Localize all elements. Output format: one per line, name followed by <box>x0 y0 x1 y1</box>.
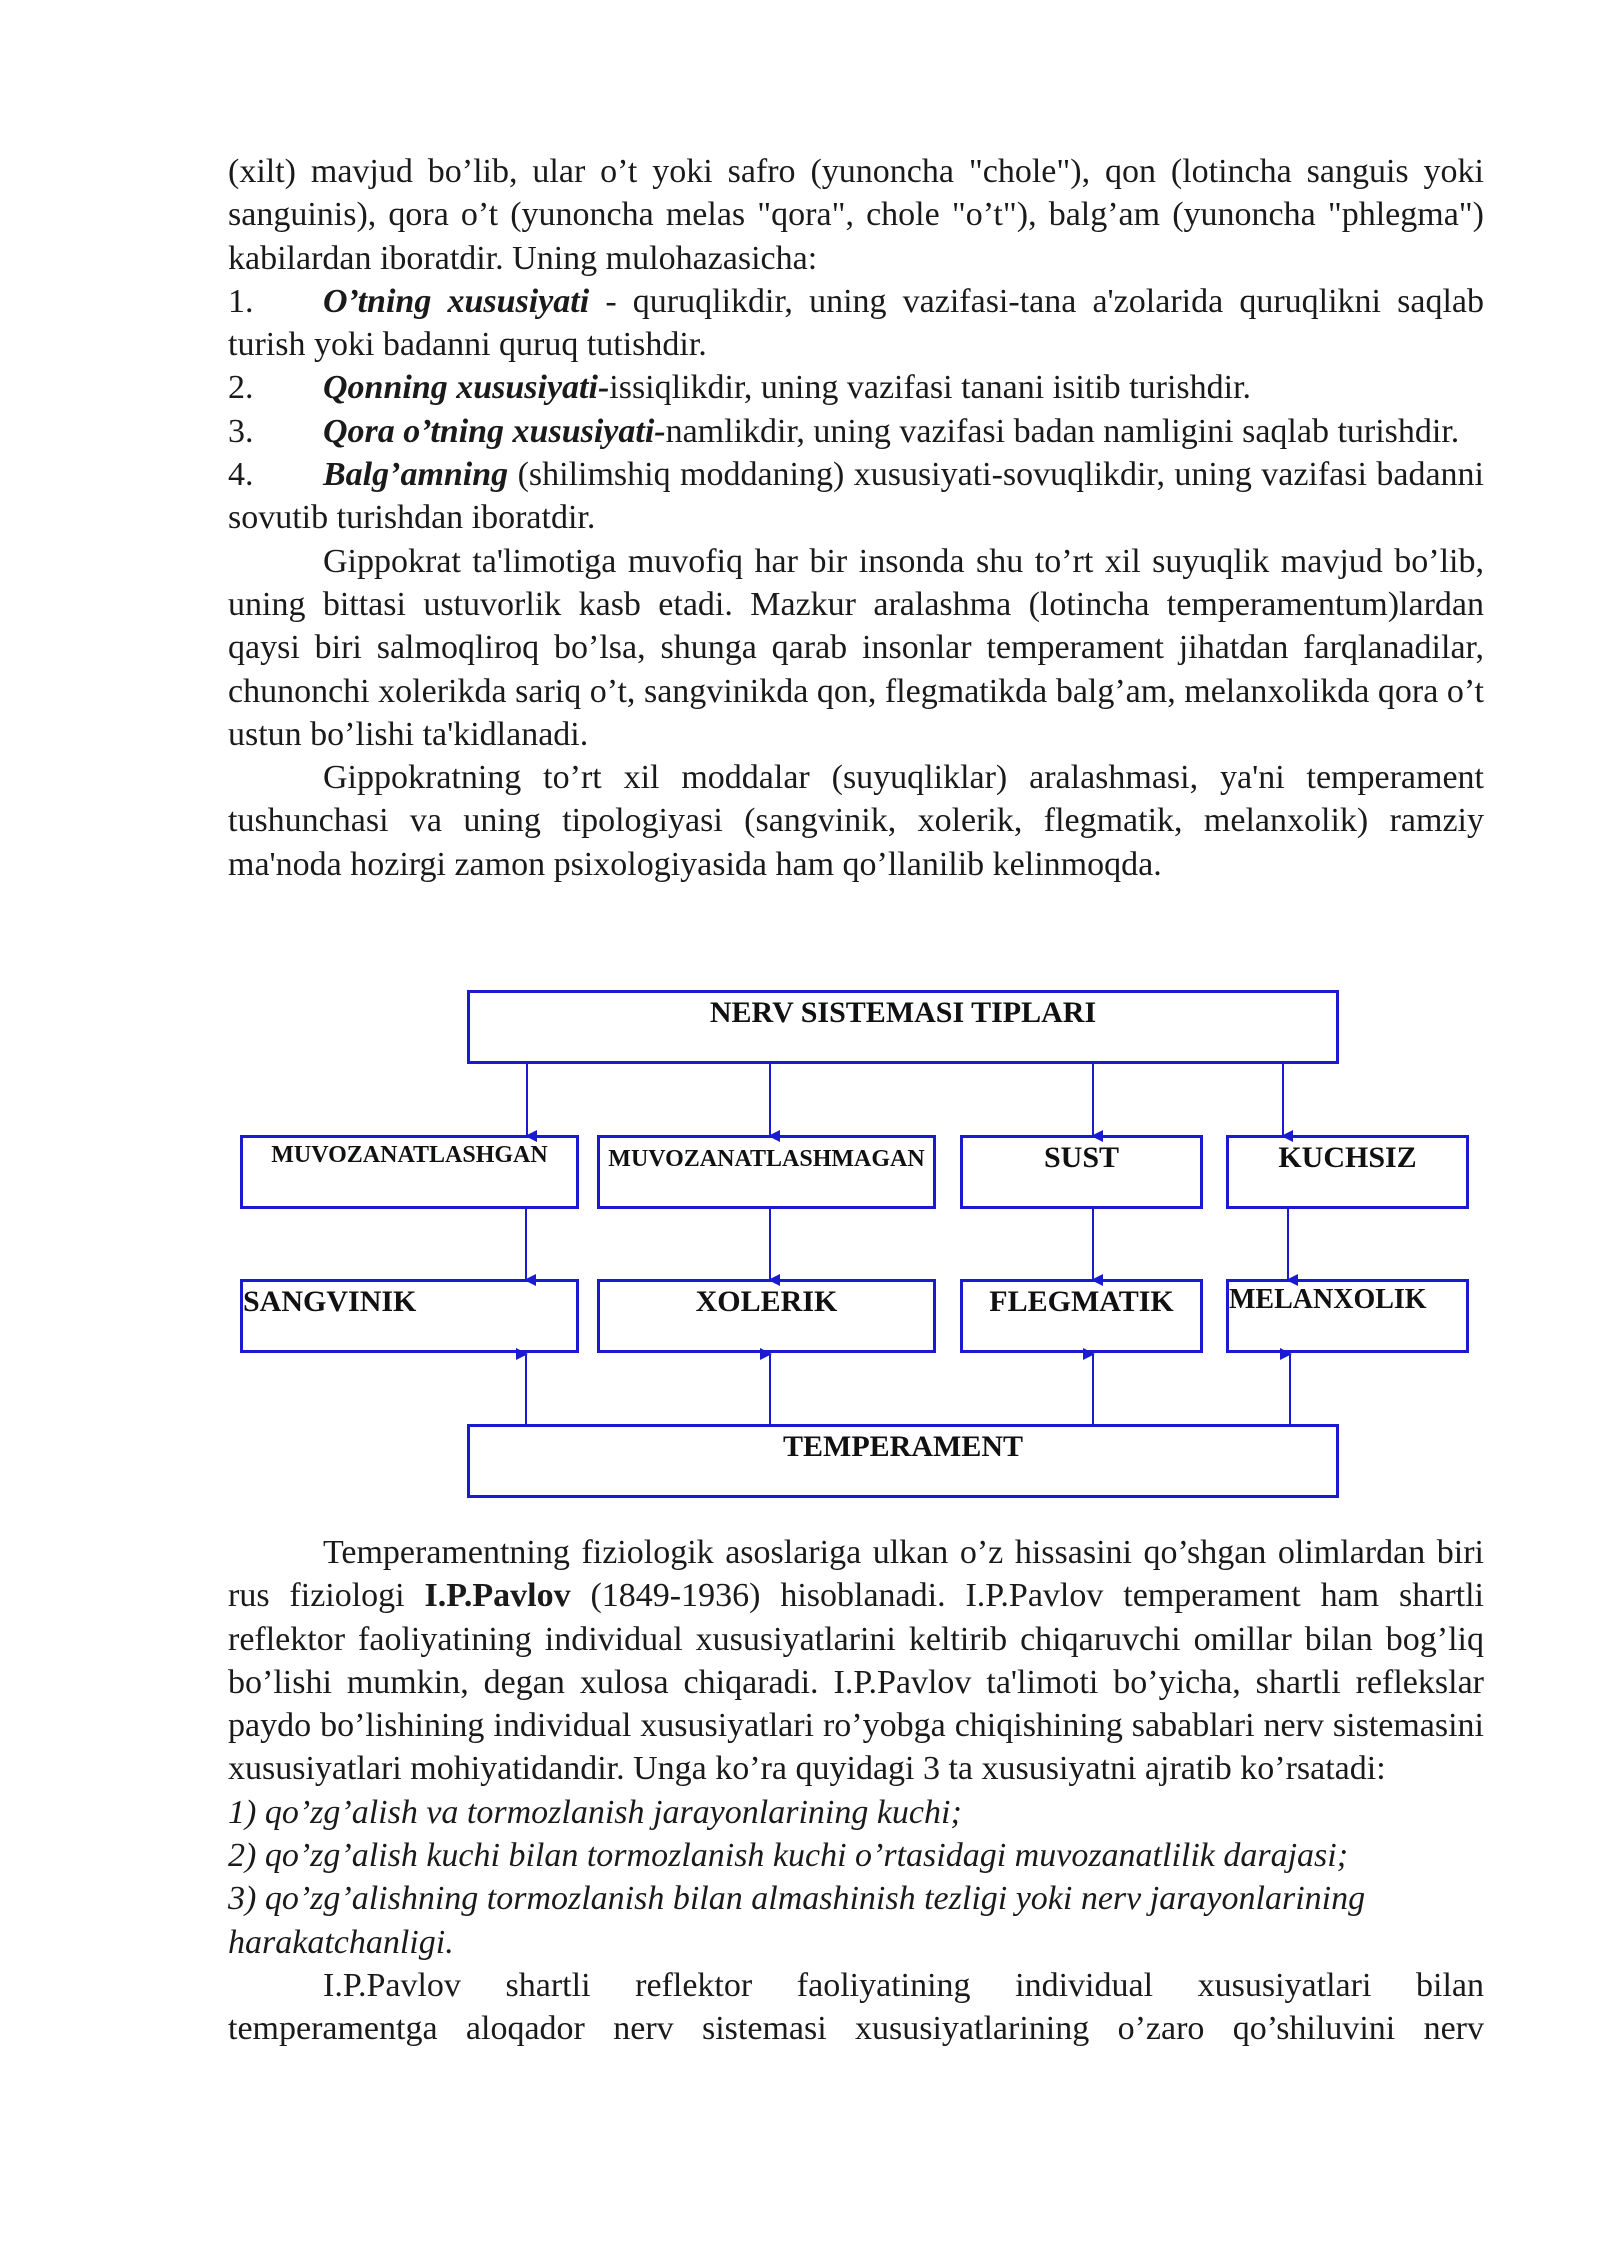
paragraph-pavlov <box>228 1531 1484 1791</box>
list-item-3 <box>228 410 1484 453</box>
page-text-bottom <box>228 1531 1484 2051</box>
list-text: (shilimshiq moddaning) xususiyati-sovuqlikdir, uning vazifasi badanni sovutib turishdan iboratdir. <box>228 456 1484 537</box>
page-text-top <box>228 150 1484 886</box>
box-label: MUVOZANATLASHGAN <box>271 1142 548 1168</box>
paragraph-temperament: Gippokratning to’rt xil moddalar (suyuqliklar) aralashmasi, ya'ni temperament tushunchasi va uning tipologiyasi (sangvinik, xolerik, flegmatik, melanxolik) ramziy ma'noda hozirgi zamon psixologiyasida ham qo’llanilib kelinmoqda. <box>228 759 1484 883</box>
box-choleric <box>597 1279 936 1353</box>
box-label: FLEGMATIK <box>989 1285 1174 1318</box>
paragraph-intro: (xilt) mavjud bo’lib, ular o’t yoki safro (yunoncha "chole"), qon (lotincha sanguis yoki sanguinis), qora o’t (yunoncha melas "qora", chole "o’t"), balg’am (yunoncha "phlegma") kabilardan iboratdir. Uning mulohazasicha: <box>228 153 1484 277</box>
box-temperament <box>467 1424 1339 1498</box>
list-text: namlikdir, uning vazifasi badan namligini saqlab turishdir. <box>665 412 1460 450</box>
paragraph-final: I.P.Pavlov shartli reflektor faoliyatining individual xususiyatlari bilan temperamentga aloqador nerv sistemasi xususiyatlarining o’zaro qo’shiluvini nerv <box>228 1966 1484 2048</box>
list-term: Qonning xususiyati- <box>323 369 610 407</box>
paragraph-gippokrat: Gippokrat ta'limotiga muvofiq har bir insonda shu to’rt xil suyuqlik mavjud bo’lib, uning bittasi ustuvorlik kasb etadi. Mazkur aralashma (lotincha temperamentum)lardan qaysi biri salmoqliroq bo’lsa, shunga qarab insonlar temperament jihatdan farqlanadilar, chunonchi xolerikda sariq o’t, sangvinikda qon, flegmatikda balg’am, melanxolikda qora o’t ustun bo’lishi ta'kidlanadi. <box>228 542 1484 753</box>
list-text: - quruqlikdir, uning vazifasi-tana a'zolarida quruqlikni saqlab turish yoki badanni quruq tutishdir. <box>228 282 1484 364</box>
box-melancholic <box>1226 1279 1469 1353</box>
property-item-1: 1) qo’zg’alish va tormozlanish jarayonlarining kuchi; <box>228 1793 962 1831</box>
box-label: SANGVINIK <box>243 1285 417 1318</box>
box-label: NERV SISTEMASI TIPLARI <box>709 996 1097 1029</box>
box-type-unbalanced <box>597 1135 936 1209</box>
box-label: TEMPERAMENT <box>783 1430 1023 1463</box>
list-term: O’tning xususiyati <box>323 282 590 320</box>
box-type-weak <box>1226 1135 1469 1209</box>
list-term: Balg’amning <box>323 456 509 494</box>
property-item-2: 2) qo’zg’alish kuchi bilan tormozlanish kuchi o’rtasidagi muvozanatlilik darajasi; <box>228 1837 1349 1875</box>
box-sanguine <box>240 1279 579 1353</box>
list-number: 3. <box>228 412 254 450</box>
list-text: issiqlikdir, uning vazifasi tanani isitib turishdir. <box>609 369 1252 407</box>
list-item-4 <box>228 453 1484 540</box>
list-number: 1. <box>228 282 254 320</box>
pavlov-intro: Temperamentning fiziologik asoslariga ulkan o’z hissasini qo’shgan olimlardan biri rus fiziologi <box>228 1534 1484 1615</box>
box-label: SUST <box>1043 1141 1120 1174</box>
box-label: MUVOZANATLASHMAGAN <box>608 1146 925 1172</box>
box-type-slow <box>960 1135 1203 1209</box>
box-nervous-system-types <box>467 990 1339 1064</box>
list-item-1 <box>228 280 1484 367</box>
box-type-balanced <box>240 1135 579 1209</box>
box-label: XOLERIK <box>695 1285 838 1318</box>
list-item-2 <box>228 366 1484 409</box>
property-item-3: 3) qo’zg’alishning tormozlanish bilan almashinish tezligi yoki nerv jarayonlarining harakatchanligi. <box>228 1880 1366 1961</box>
pavlov-text: (1849-1936) hisoblanadi. I.P.Pavlov temperament ham shartli reflektor faoliyatining individual xususiyatlarini keltirib chiqaruvchi omillar bilan bog’liq bo’lishi mumkin, degan xulosa chiqaradi. I.P.Pavlov ta'limoti bo’yicha, shartli reflekslar paydo bo’lishining individual xususiyatlari ro’yobga chiqishining sabablari nerv sistemasini xususiyatlari mohiyatidandir. Unga ko’ra quyidagi 3 ta xususiyatni ajratib ko’rsatadi: <box>228 1577 1484 1788</box>
box-label: MELANXOLIK <box>1229 1284 1427 1315</box>
pavlov-name: I.P.Pavlov <box>424 1577 571 1615</box>
list-number: 4. <box>228 456 254 494</box>
box-label: KUCHSIZ <box>1278 1141 1417 1174</box>
list-term: Qora o’tning xususiyati- <box>323 412 666 450</box>
box-phlegmatic <box>960 1279 1203 1353</box>
list-number: 2. <box>228 369 254 407</box>
